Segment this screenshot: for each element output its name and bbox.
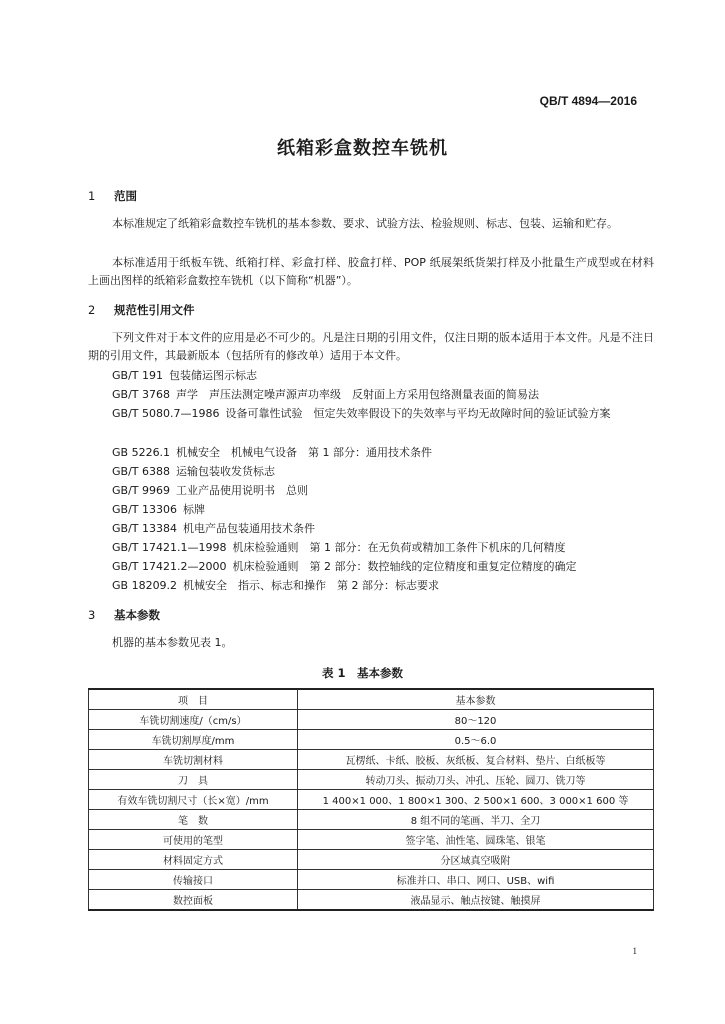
reference-code: GB/T 3768 xyxy=(112,388,170,401)
reference-code: GB 18209.2 xyxy=(112,579,178,592)
references-intro: 下列文件对于本文件的应用是必不可少的。凡是注日期的引用文件，仅注日期的版本适用于本文件。凡是不注日期的引用文件，其最新版本（包括所有的修改单）适用于本文件。 xyxy=(88,331,654,362)
row-label: 刀 具 xyxy=(89,770,298,790)
section-3-heading xyxy=(88,607,160,623)
scope-paragraph-1: 本标准规定了纸箱彩盒数控车铣机的基本参数、要求、试验方法、检验规则、标志、包装、运输和贮存。 xyxy=(112,217,618,230)
table-row xyxy=(89,870,654,890)
reference-item xyxy=(88,405,654,423)
row-label: 材料固定方式 xyxy=(89,850,298,870)
parameters-text: 机器的基本参数见表 1。 xyxy=(112,636,233,649)
row-value: 液晶显示、触点按键、触摸屏 xyxy=(298,890,654,911)
reference-item xyxy=(88,539,654,557)
row-label: 笔 数 xyxy=(89,810,298,830)
table-row xyxy=(89,850,654,870)
document-title: 纸箱彩盒数控车铣机 xyxy=(277,138,448,159)
reference-title: 机械安全 机械电气设备 第 1 部分：通用技术条件 xyxy=(176,446,433,459)
reference-title: 标牌 xyxy=(183,503,205,516)
section-number: 1 xyxy=(88,189,96,203)
row-label: 有效车铣切割尺寸（长×宽）/mm xyxy=(89,790,298,810)
row-value: 转动刀头、振动刀头、冲孔、压轮、圆刀、铣刀等 xyxy=(298,770,654,790)
section-title: 基本参数 xyxy=(114,608,160,622)
reference-code: GB/T 17421.2—2000 xyxy=(112,560,227,573)
reference-title: 机床检验通则 第 2 部分：数控轴线的定位精度和重复定位精度的确定 xyxy=(232,560,577,573)
table-row xyxy=(89,890,654,911)
table-row xyxy=(89,750,654,770)
column-header-value: 基本参数 xyxy=(298,689,654,710)
column-header-item: 项 目 xyxy=(89,689,298,710)
section-1-heading xyxy=(88,188,137,204)
reference-item xyxy=(88,367,654,385)
reference-item xyxy=(88,520,654,538)
row-label: 车铣切割材料 xyxy=(89,750,298,770)
reference-item xyxy=(88,482,654,500)
row-value: 8 组不同的笔画、半刀、全刀 xyxy=(298,810,654,830)
reference-title: 包装储运图示标志 xyxy=(169,369,257,382)
reference-item xyxy=(88,501,654,519)
row-label: 车铣切割速度/（cm/s） xyxy=(89,710,298,730)
table-row xyxy=(89,790,654,810)
row-value: 签字笔、油性笔、圆珠笔、银笔 xyxy=(298,830,654,850)
row-value: 标准并口、串口、网口、USB、wifi xyxy=(298,870,654,890)
reference-title: 机械安全 指示、标志和操作 第 2 部分：标志要求 xyxy=(183,579,440,592)
table-row xyxy=(89,730,654,750)
table-caption: 表 1 基本参数 xyxy=(321,666,403,680)
table-row xyxy=(89,770,654,790)
table-row xyxy=(89,830,654,850)
reference-title: 设备可靠性试验 恒定失效率假设下的失效率与平均无故障时间的验证试验方案 xyxy=(225,407,611,420)
parameters-table xyxy=(88,688,654,911)
row-value: 瓦楞纸、卡纸、胶板、灰纸板、复合材料、垫片、白纸板等 xyxy=(298,750,654,770)
page-number: 1 xyxy=(632,946,637,956)
section-title: 范围 xyxy=(114,189,137,203)
reference-item xyxy=(88,577,654,595)
section-title: 规范性引用文件 xyxy=(114,303,195,317)
reference-title: 机电产品包装通用技术条件 xyxy=(183,522,315,535)
reference-item xyxy=(88,386,654,404)
row-value: 0.5～6.0 xyxy=(298,730,654,750)
reference-code: GB/T 9969 xyxy=(112,484,170,497)
section-2-heading xyxy=(88,302,195,318)
reference-code: GB/T 6388 xyxy=(112,465,170,478)
row-label: 数控面板 xyxy=(89,890,298,911)
section-number: 3 xyxy=(88,608,96,622)
reference-code: GB/T 191 xyxy=(112,369,163,382)
reference-code: GB/T 13384 xyxy=(112,522,177,535)
table-header-row xyxy=(89,689,654,710)
reference-item xyxy=(88,558,654,576)
reference-title: 机床检验通则 第 1 部分：在无负荷或精加工条件下机床的几何精度 xyxy=(232,541,566,554)
row-value: 分区域真空吸附 xyxy=(298,850,654,870)
scope-paragraph-2: 本标准适用于纸板车铣、纸箱打样、彩盒打样、胶盒打样、POP 纸展架纸货架打样及小批量生产成型或在材料上画出图样的纸箱彩盒数控车铣机（以下简称“机器”）。 xyxy=(88,256,654,287)
reference-title: 运输包装收发货标志 xyxy=(176,465,275,478)
reference-title: 声学 声压法测定噪声源声功率级 反射面上方采用包络测量表面的简易法 xyxy=(176,388,539,401)
row-value: 1 400×1 000、1 800×1 300、2 500×1 600、3 000×1 600 等 xyxy=(298,790,654,810)
reference-code: GB/T 5080.7—1986 xyxy=(112,407,220,420)
row-label: 可使用的笔型 xyxy=(89,830,298,850)
row-label: 传输接口 xyxy=(89,870,298,890)
table-row xyxy=(89,810,654,830)
row-value: 80～120 xyxy=(298,710,654,730)
reference-item xyxy=(88,463,654,481)
reference-title: 工业产品使用说明书 总则 xyxy=(176,484,308,497)
reference-code: GB/T 13306 xyxy=(112,503,177,516)
table-row xyxy=(89,710,654,730)
standard-number: QB/T 4894—2016 xyxy=(539,94,637,108)
row-label: 车铣切割厚度/mm xyxy=(89,730,298,750)
section-number: 2 xyxy=(88,303,96,317)
reference-code: GB 5226.1 xyxy=(112,446,171,459)
reference-code: GB/T 17421.1—1998 xyxy=(112,541,227,554)
reference-item xyxy=(88,444,654,462)
